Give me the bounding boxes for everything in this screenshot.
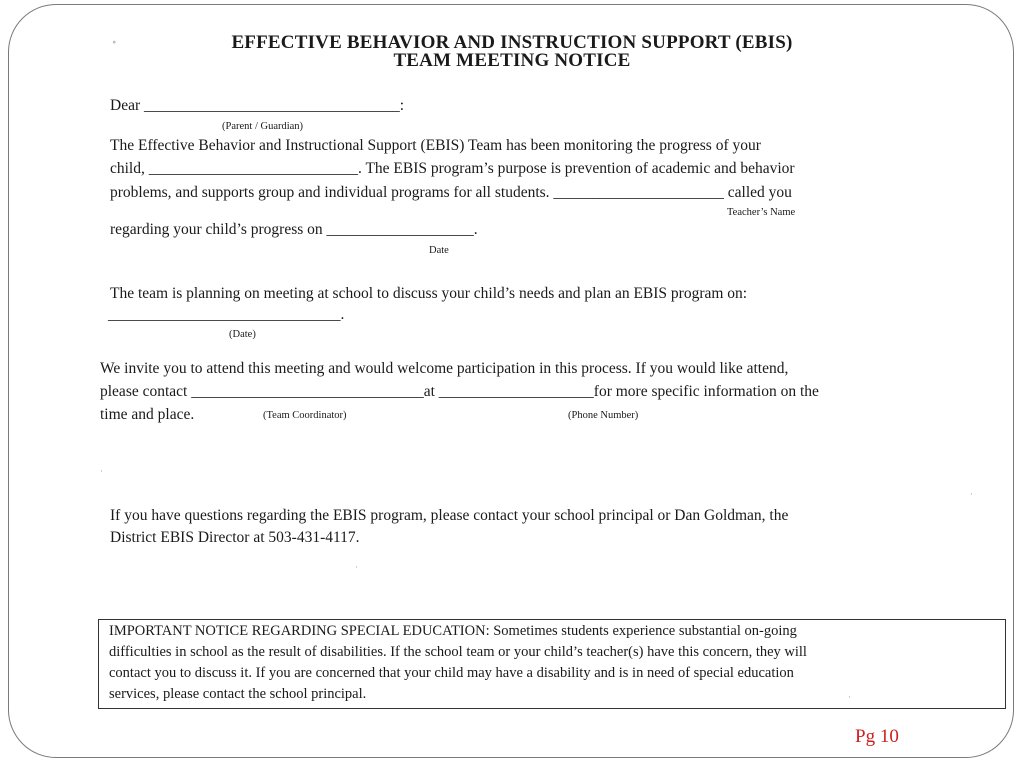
notice-line2: difficulties in school as the result of disabilities. If the school team or your child’s teacher(s) have this concern, they will [109,644,807,660]
paragraph3-line1: We invite you to attend this meeting and would welcome participation in this process. If you would like attend, [100,360,789,377]
paragraph2-line2: ______________________________. [108,306,345,323]
scan-speck: · [355,562,358,572]
team-coordinator-label: (Team Coordinator) [263,410,347,421]
paragraph4-line2: District EBIS Director at 503-431-4117. [110,529,360,546]
form-title-line1: EFFECTIVE BEHAVIOR AND INSTRUCTION SUPPORT (EBIS) [231,32,793,53]
form-title-line2: TEAM MEETING NOTICE [393,50,631,71]
paragraph2-line1: The team is planning on meeting at school to discuss your child’s needs and plan an EBIS program on: [110,285,748,302]
scan-speck: · [848,692,851,702]
paragraph1-line2: child, ___________________________. The EBIS program’s purpose is prevention of academic and behavior [110,160,795,177]
paragraph4-line1: If you have questions regarding the EBIS program, please contact your school principal or Dan Goldman, the [110,507,789,524]
notice-line1: IMPORTANT NOTICE REGARDING SPECIAL EDUCATION: Sometimes students experience substantial on-going [109,623,797,639]
meeting-date-label: (Date) [229,329,256,340]
parent-guardian-label: (Parent / Guardian) [222,121,304,132]
scan-speck: ∘ [112,37,117,47]
date-label: Date [429,245,449,256]
paragraph3-line3: time and place. [100,406,195,423]
paragraph1-line3: problems, and supports group and individual programs for all students. ______________________ called you [110,184,792,201]
special-education-notice-box [98,619,1006,709]
paragraph3-line2: please contact ______________________________at ____________________for more specific information on the [100,383,819,400]
notice-line4: services, please contact the school principal. [109,686,367,702]
paragraph1-line1: The Effective Behavior and Instructional Support (EBIS) Team has been monitoring the progress of your [110,137,761,154]
notice-line3: contact you to discuss it. If you are concerned that your child may have a disability and is in need of special education [109,665,794,681]
page-number: Pg 10 [855,726,899,747]
teacher-name-label: Teacher’s Name [727,207,796,218]
salutation: Dear _________________________________: [110,97,405,114]
scan-speck: · [100,466,103,476]
phone-number-label: (Phone Number) [568,410,639,421]
paragraph1-line4: regarding your child’s progress on ___________________. [110,221,478,238]
scan-speck: · [970,489,973,499]
